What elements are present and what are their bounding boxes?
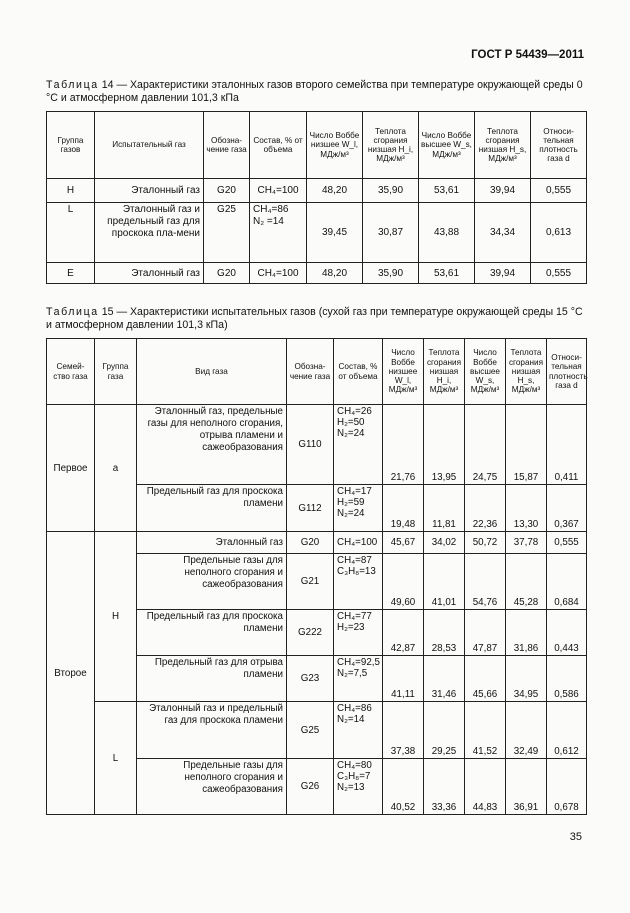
designation-cell: G21 [287,554,334,610]
composition-cell [334,554,383,610]
designation-cell: G112 [287,485,334,532]
wobbe-higher-cell: 53,61 [419,263,475,284]
table15-header-heat-higher: Теплота сгорания низшая H_s, МДж/м³ [506,339,547,405]
table15-caption-number: 15 [101,306,114,318]
density-cell: 0,612 [547,702,587,759]
designation-cell: G20 [287,532,334,554]
wobbe-higher-cell: 45,66 [465,656,506,702]
table15-header-wobbe-lower: Число Воббе низшее W_l, МДж/м³ [383,339,424,405]
density-cell: 0,555 [547,532,587,554]
table15-header-family: Семей-ство газа [47,339,95,405]
density-cell: 0,443 [547,610,587,656]
density-cell: 0,684 [547,554,587,610]
composition-line: CH₄=86 [337,703,372,714]
composition-line: N₂=7,5 [337,668,368,679]
table14-caption-text: — Характеристики эталонных газов второго семейства при температуре окружающей среды 0 °С и атмосферном давлении 101,3 кПа [46,79,583,104]
designation-cell: G25 [204,203,250,263]
gas-type-cell: Эталонный газ, предельные газы для неполного сгорания, отрыва пламени и сажеобразования [137,405,287,485]
wobbe-lower-cell: 48,20 [307,179,363,203]
composition-cell [334,532,383,554]
wobbe-higher-cell: 22,36 [465,485,506,532]
table14-caption-number: 14 [101,79,114,91]
wobbe-higher-cell: 24,75 [465,405,506,485]
designation-cell: G20 [204,263,250,284]
composition-line: CH₄=87 [337,555,372,566]
density-cell: 0,613 [531,203,587,263]
table14-header-designation: Обозна-чение газа [204,112,250,179]
wobbe-lower-cell: 39,45 [307,203,363,263]
density-cell: 0,555 [531,263,587,284]
heat-higher-cell: 32,49 [506,702,547,759]
page-number: 35 [569,831,582,843]
wobbe-higher-cell: 53,61 [419,179,475,203]
table15-caption-label: Таблица [46,306,99,318]
heat-lower-cell: 35,90 [363,179,419,203]
table15-header-wobbe-higher: Число Воббе высшее W_s, МДж/м³ [465,339,506,405]
composition-line: N₂ =14 [253,216,284,227]
designation-cell: G25 [287,702,334,759]
gas-type-cell: Предельный газ для отрыва пламени [137,656,287,702]
gas-cell: Эталонный газ [95,179,204,203]
table-row [47,532,587,554]
family-cell-first: Первое [47,405,95,532]
composition-line: N₂=14 [337,714,365,725]
composition-cell [334,485,383,532]
composition-line: N₂=24 [337,428,365,439]
composition-cell [334,405,383,485]
wobbe-lower-cell: 48,20 [307,263,363,284]
composition-line: CH₄=17 [337,486,372,497]
wobbe-lower-cell: 42,87 [383,610,424,656]
composition-cell [334,610,383,656]
density-cell: 0,555 [531,179,587,203]
heat-higher-cell: 45,28 [506,554,547,610]
document-standard-header: ГОСТ Р 54439—2011 [471,49,584,61]
density-cell: 0,367 [547,485,587,532]
heat-lower-cell: 28,53 [424,610,465,656]
table15-header-gas-type: Вид газа [137,339,287,405]
table14 [46,111,587,284]
heat-lower-cell: 11,81 [424,485,465,532]
group-cell: E [47,263,95,284]
heat-higher-cell: 15,87 [506,405,547,485]
composition-line: CH₄=77 [337,611,372,622]
heat-higher-cell: 39,94 [475,263,531,284]
group-cell: H [47,179,95,203]
gas-type-cell: Эталонный газ и предельный газ для проскока пламени [137,702,287,759]
table14-header-composition: Состав, % от объема [250,112,307,179]
composition-line: CH₄=26 [337,406,372,417]
table-row [47,405,587,485]
density-cell: 0,586 [547,656,587,702]
composition-line: C₃H₈=7 [337,771,371,782]
designation-cell: G222 [287,610,334,656]
gas-type-cell: Предельные газы для неполного сгорания и сажеобразования [137,554,287,610]
table-row [47,179,587,203]
table14-header-heat-higher: Теплота сгорания низшая H_s, МДж/м³ [475,112,531,179]
composition-line: H₂=50 [337,417,365,428]
gas-type-cell: Предельный газ для проскока пламени [137,610,287,656]
wobbe-lower-cell: 37,38 [383,702,424,759]
table14-caption-label: Таблица [46,79,99,91]
heat-lower-cell: 13,95 [424,405,465,485]
table14-header-test-gas: Испытательный газ [95,112,204,179]
wobbe-lower-cell: 40,52 [383,759,424,815]
density-cell: 0,678 [547,759,587,815]
heat-lower-cell: 35,90 [363,263,419,284]
table14-header-group: Группа газов [47,112,95,179]
wobbe-higher-cell: 43,88 [419,203,475,263]
designation-cell: G26 [287,759,334,815]
gas-type-cell: Предельные газы для неполного сгорания и сажеобразования [137,759,287,815]
composition-line: CH₄=80 [337,760,372,771]
heat-higher-cell: 31,86 [506,610,547,656]
table15-caption [46,306,586,331]
table-row [47,263,587,284]
composition-cell [250,203,307,263]
group-cell: L [47,203,95,263]
heat-lower-cell: 34,02 [424,532,465,554]
group-cell-h: Н [95,532,137,702]
heat-higher-cell: 36,91 [506,759,547,815]
table15-header-density: Относи-тельная плотность газа d [547,339,587,405]
table15-header-designation: Обозна-чение газа [287,339,334,405]
wobbe-higher-cell: 44,83 [465,759,506,815]
composition-cell: CH₄=100 [250,179,307,203]
heat-lower-cell: 31,46 [424,656,465,702]
table15-header-composition: Состав, % от объема [334,339,383,405]
heat-higher-cell: 34,34 [475,203,531,263]
composition-cell: CH₄=100 [250,263,307,284]
heat-higher-cell: 39,94 [475,179,531,203]
gas-type-cell: Эталонный газ [137,532,287,554]
composition-line: H₂=59 [337,497,365,508]
wobbe-higher-cell: 54,76 [465,554,506,610]
table14-header-wobbe-lower: Число Воббе низшее W_l, МДж/м³ [307,112,363,179]
wobbe-lower-cell: 45,67 [383,532,424,554]
wobbe-lower-cell: 41,11 [383,656,424,702]
heat-higher-cell: 34,95 [506,656,547,702]
gas-cell: Эталонный газ [95,263,204,284]
group-cell-a: а [95,405,137,532]
gas-cell: Эталонный газ и предельный газ для проскока пла-мени [95,203,204,263]
composition-line: C₃H₈=13 [337,566,376,577]
table14-header-wobbe-higher: Число Воббе высшее W_s, МДж/м³ [419,112,475,179]
table14-header-heat-lower: Теплота сгорания низшая H_i, МДж/м³ [363,112,419,179]
table15-header-group: Группа газа [95,339,137,405]
composition-cell [334,759,383,815]
heat-lower-cell: 41,01 [424,554,465,610]
wobbe-lower-cell: 21,76 [383,405,424,485]
table15-caption-text: — Характеристики испытательных газов (сухой газ при температуре окружающей среды 15 °С и атмосферном давлении 101,3 кПа) [46,306,583,331]
table15 [46,338,587,815]
density-cell: 0,411 [547,405,587,485]
composition-line: N₂=13 [337,782,365,793]
wobbe-higher-cell: 41,52 [465,702,506,759]
heat-higher-cell: 37,78 [506,532,547,554]
composition-cell [334,702,383,759]
table15-header-row [47,339,587,405]
heat-lower-cell: 29,25 [424,702,465,759]
composition-line: H₂=23 [337,622,365,633]
wobbe-higher-cell: 47,87 [465,610,506,656]
table-row [47,702,587,759]
wobbe-lower-cell: 19,48 [383,485,424,532]
table14-caption [46,79,586,104]
group-cell-l: L [95,702,137,815]
heat-higher-cell: 13,30 [506,485,547,532]
composition-line: CH₄=100 [337,537,378,548]
heat-lower-cell: 33,36 [424,759,465,815]
table14-header-row [47,112,587,179]
composition-line: N₂=24 [337,508,365,519]
composition-line: CH₄=92,5 [337,657,380,668]
composition-line: CH₄=86 [253,204,289,215]
designation-cell: G23 [287,656,334,702]
wobbe-higher-cell: 50,72 [465,532,506,554]
composition-cell [334,656,383,702]
designation-cell: G110 [287,405,334,485]
heat-lower-cell: 30,87 [363,203,419,263]
wobbe-lower-cell: 49,60 [383,554,424,610]
designation-cell: G20 [204,179,250,203]
table14-header-density: Относи-тельная плотность газа d [531,112,587,179]
table-row [47,203,587,263]
family-cell-second: Второе [47,532,95,815]
gas-type-cell: Предельный газ для проскока пламени [137,485,287,532]
table15-header-heat-lower: Теплота сгорания низшая H_i, МДж/м³ [424,339,465,405]
